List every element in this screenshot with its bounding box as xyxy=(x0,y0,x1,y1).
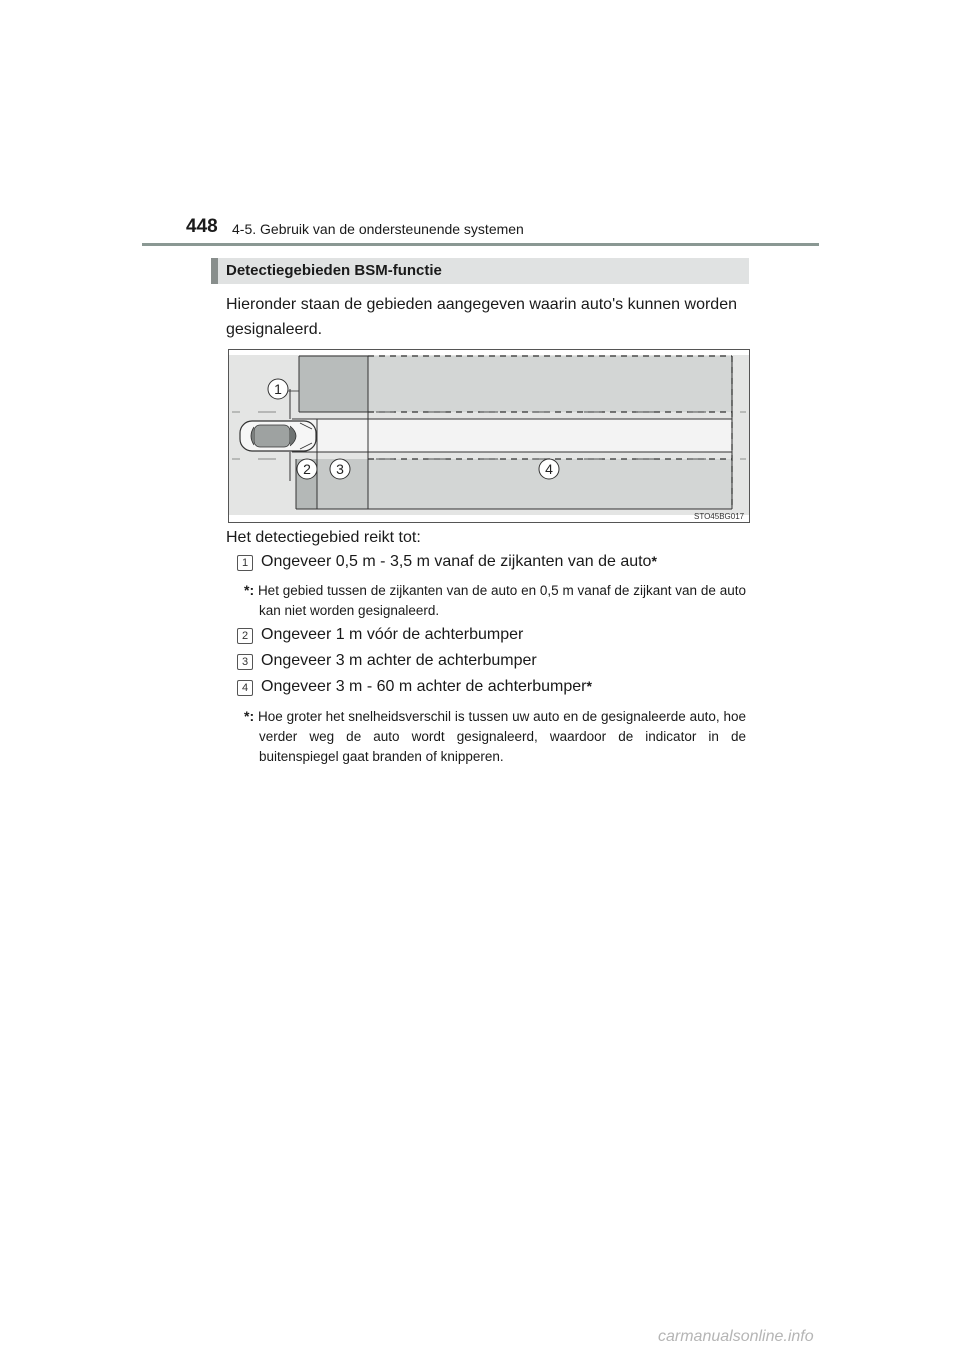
header-rule xyxy=(142,243,819,246)
footnote-2 xyxy=(244,706,746,767)
item-number-1: 1 xyxy=(237,555,253,571)
detection-area-diagram xyxy=(228,349,750,523)
car-icon xyxy=(240,421,316,451)
footnote-2-text: Hoe groter het snelheidsverschil is tussen uw auto en de gesignaleerde auto, hoe verder weg de auto wordt gesignaleerd, waardoor de indicator in de buitenspiegel gaat branden of knipperen. xyxy=(257,709,746,764)
own-lane xyxy=(292,419,732,452)
figure-code: STO45BG017 xyxy=(694,512,745,521)
item-text-3: Ongeveer 3 m achter de achterbumper xyxy=(261,652,537,669)
list-item-4 xyxy=(237,678,592,696)
svg-text:4: 4 xyxy=(545,461,553,477)
subheading-box xyxy=(211,258,749,284)
callout-3 xyxy=(330,459,350,479)
svg-text:2: 2 xyxy=(303,461,311,477)
zone-1-adjacent xyxy=(299,356,368,412)
list-item-3 xyxy=(237,652,537,670)
footnote-1 xyxy=(244,580,746,621)
subheading-bar xyxy=(211,258,218,284)
subheading-title: Detectiegebieden BSM-functie xyxy=(226,262,442,279)
section-title: 4-5. Gebruik van de ondersteunende systemen xyxy=(232,221,524,237)
item-number-3: 3 xyxy=(237,654,253,670)
footnote-1-text: Het gebied tussen de zijkanten van de auto en 0,5 m vanaf de zijkant van de auto kan niet worden gesignaleerd. xyxy=(257,583,746,618)
page-number: 448 xyxy=(186,216,218,237)
watermark: carmanualsonline.info xyxy=(658,1328,814,1345)
lead-text: Het detectiegebied reikt tot: xyxy=(226,529,421,546)
list-item-2 xyxy=(237,626,523,644)
intro-paragraph: Hieronder staan de gebieden aangegeven waarin auto's kunnen worden gesignaleerd. xyxy=(226,296,737,338)
svg-text:1: 1 xyxy=(274,381,282,397)
list-item-1 xyxy=(237,553,657,571)
item-number-2: 2 xyxy=(237,628,253,644)
item-text-2: Ongeveer 1 m vóór de achterbumper xyxy=(261,626,524,643)
item-text-1: Ongeveer 0,5 m - 3,5 m vanaf de zijkanten van de auto xyxy=(261,553,652,570)
footnote-2-mark: *: xyxy=(244,708,255,724)
callout-2 xyxy=(297,459,317,479)
item-star-4: * xyxy=(586,678,592,694)
footnote-1-mark: *: xyxy=(244,582,255,598)
item-text-4: Ongeveer 3 m - 60 m achter de achterbumper xyxy=(261,678,587,695)
svg-text:3: 3 xyxy=(336,461,344,477)
item-number-4: 4 xyxy=(237,680,253,696)
item-star-1: * xyxy=(651,553,657,569)
callout-4 xyxy=(539,459,559,479)
